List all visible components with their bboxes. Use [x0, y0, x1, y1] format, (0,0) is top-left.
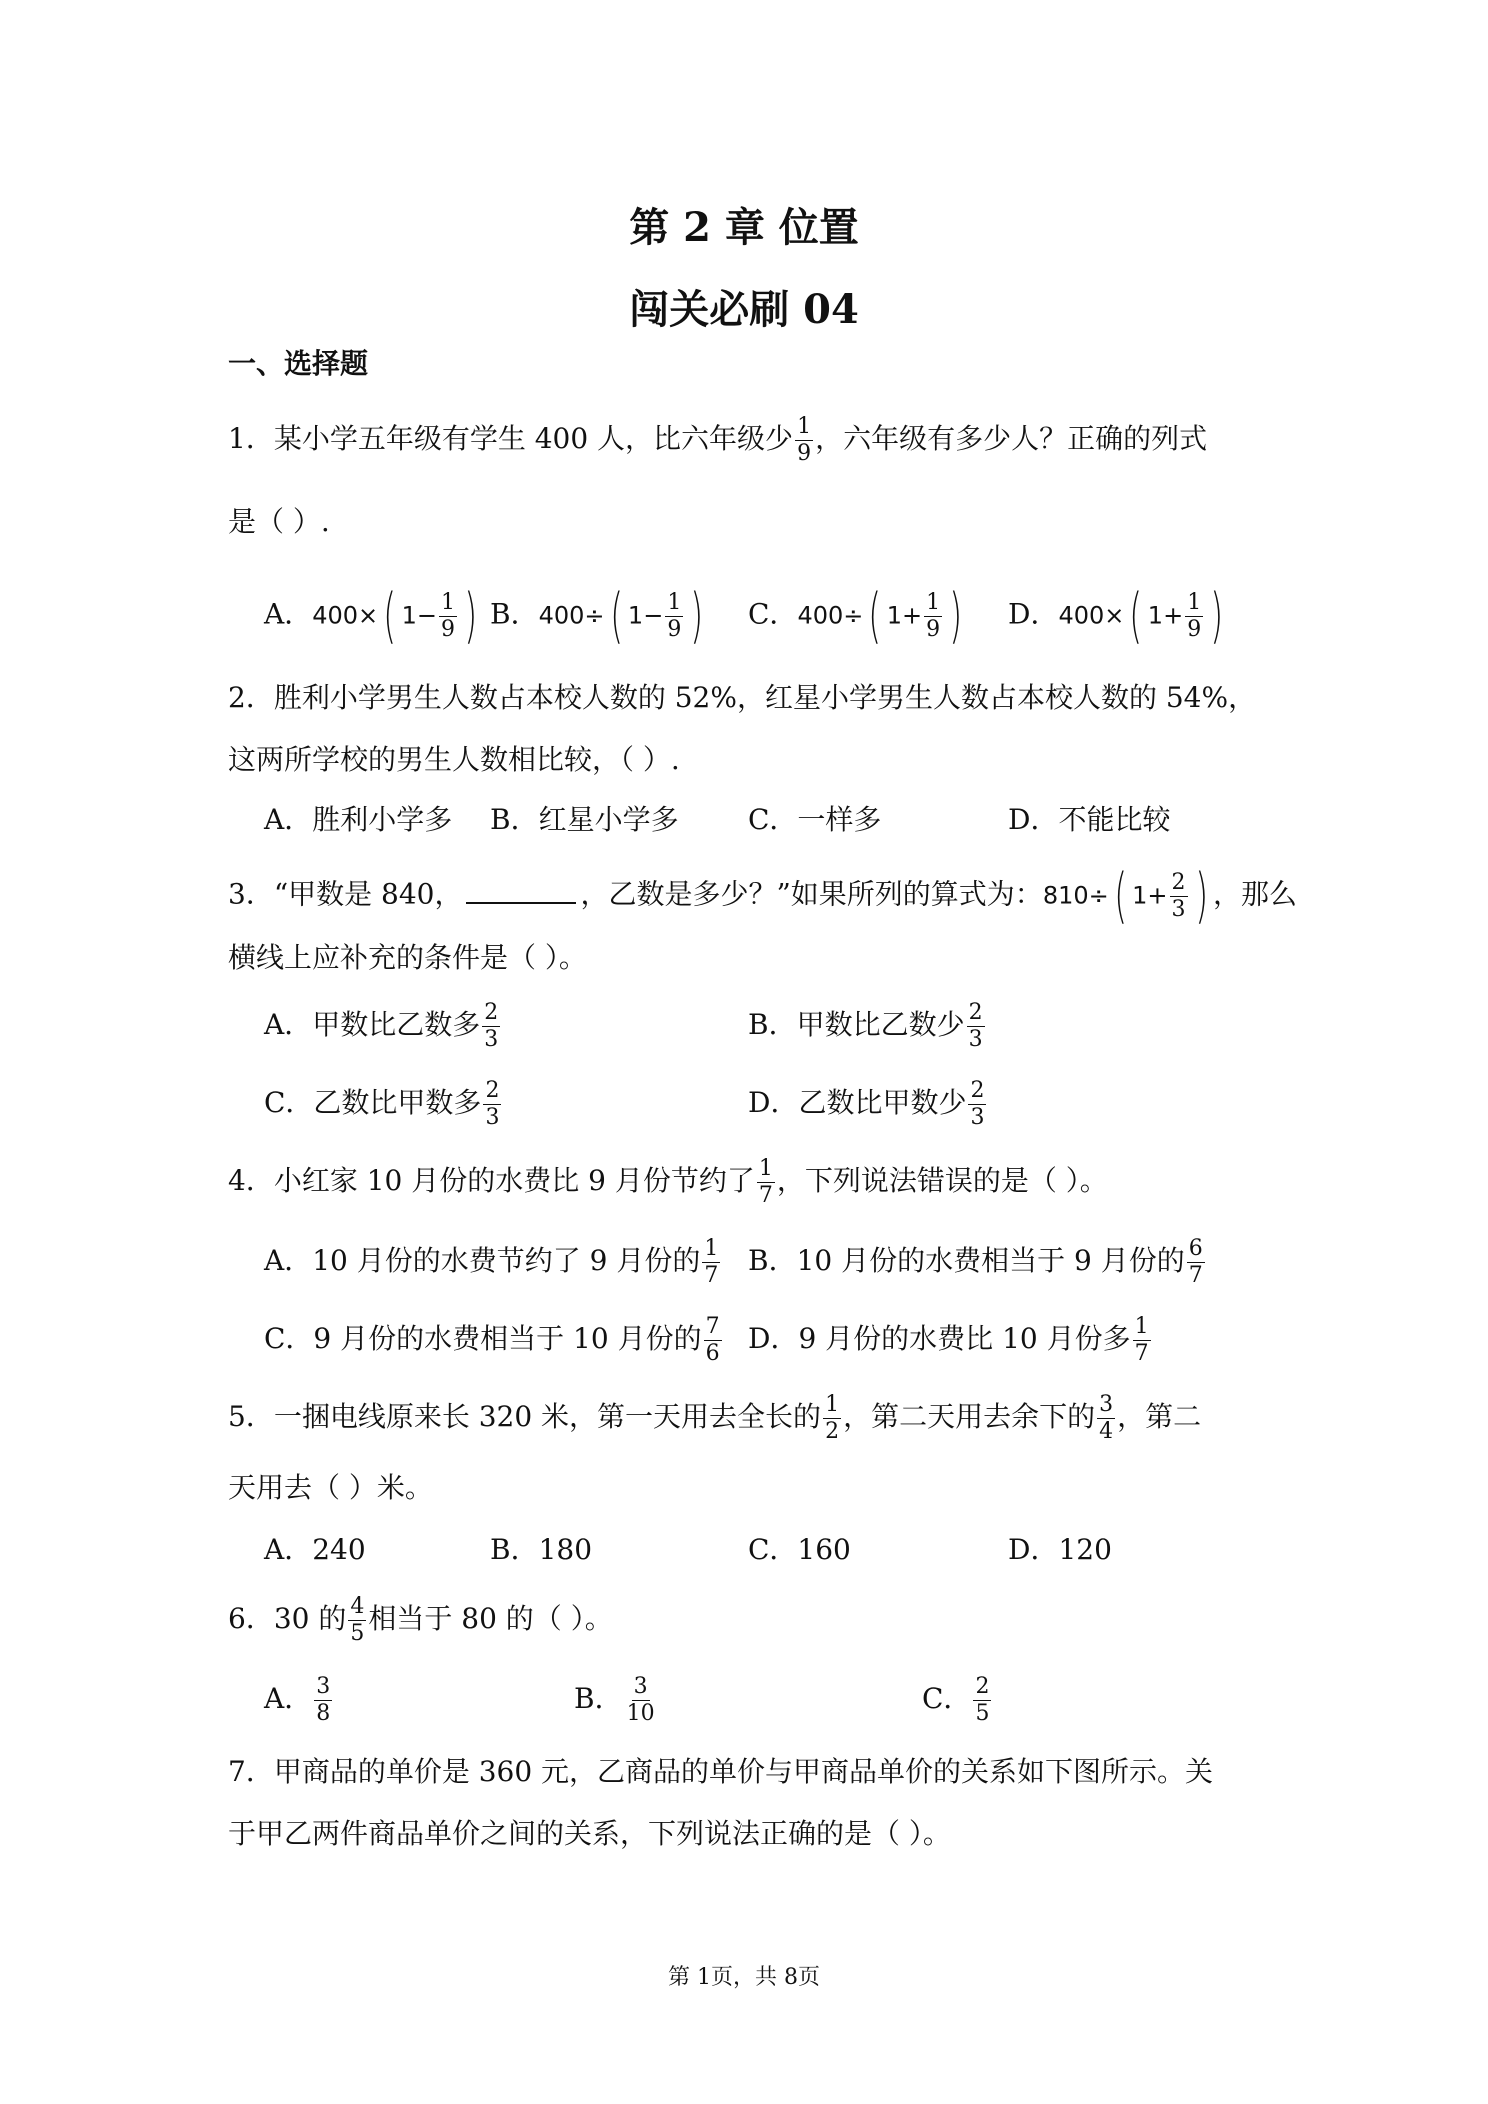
fill-in-blank [466, 876, 576, 904]
question-6-option-a: A． $\frac{3}{8}$ [264, 1674, 331, 1726]
question-1-option-a: A．400×( 1− $\frac{1}{9}$ ) [264, 581, 478, 651]
question-4-option-c: C．9 月份的水费相当于 10 月份的 $\frac{7}{6}$ [264, 1314, 720, 1366]
question-1-line-2: 是（ ）. [228, 505, 330, 538]
question-5-line-1: 5．一捆电线原来长 320 米，第一天用去全长的 $\frac{1}{2}$ ，第二天用去余下的 $\frac{3}{4}$ ，第二 [228, 1392, 1202, 1444]
question-5-option-d: D．120 [1008, 1533, 1112, 1566]
question-4-option-d: D．9 月份的水费比 10 月份多 $\frac{1}{7}$ [748, 1314, 1149, 1366]
question-6-line-1: 6．30 的 $\frac{4}{5}$ 相当于 80 的（ ）。 [228, 1594, 613, 1646]
question-5-option-b: B．180 [490, 1533, 593, 1566]
question-3-line-2: 横线上应补充的条件是（ ）。 [228, 941, 587, 974]
question-4-option-a: A．10 月份的水费节约了 9 月份的 $\frac{1}{7}$ [264, 1236, 719, 1288]
page-subtitle: 闯关必刷 04 [629, 286, 859, 333]
question-3-line-1: 3．“甲数是 840， ，乙数是多少？”如果所列的算式为：810÷( 1+ $\frac{2}{3}$ ) ，那么 [228, 861, 1297, 931]
question-4-line-1: 4．小红家 10 月份的水费比 9 月份节约了 $\frac{1}{7}$ ，下列说法错误的是（ ）。 [228, 1156, 1108, 1208]
question-2-line-1: 2．胜利小学男生人数占本校人数的 52%，红星小学男生人数占本校人数的 54%， [228, 681, 1257, 714]
page-number: 第 1页，共 8页 [668, 1965, 820, 1990]
question-2-option-b: B．红星小学多 [490, 803, 679, 836]
question-3-option-a: A．甲数比乙数多 $\frac{2}{3}$ [264, 1000, 499, 1052]
question-2-option-c: C．一样多 [748, 803, 882, 836]
question-7-line-2: 于甲乙两件商品单价之间的关系，下列说法正确的是（ ）。 [228, 1817, 951, 1850]
question-1-option-c: C．400÷( 1+ $\frac{1}{9}$ ) [748, 581, 963, 651]
question-3-option-b: B．甲数比乙数少 $\frac{2}{3}$ [748, 1000, 983, 1052]
question-2-line-2: 这两所学校的男生人数相比较，（ ）. [228, 743, 680, 776]
section-heading: 一、选择题 [228, 347, 369, 380]
question-2-option-a: A．胜利小学多 [264, 803, 453, 836]
question-3-option-d: D．乙数比甲数少 $\frac{2}{3}$ [748, 1078, 985, 1130]
question-6-option-c: C． $\frac{2}{5}$ [922, 1674, 990, 1726]
page-title: 第 2 章 位置 [629, 204, 859, 251]
question-5-option-a: A．240 [264, 1533, 366, 1566]
question-1-option-b: B．400÷( 1− $\frac{1}{9}$ ) [490, 581, 704, 651]
question-4-option-b: B．10 月份的水费相当于 9 月份的 $\frac{6}{7}$ [748, 1236, 1203, 1288]
question-1-option-d: D．400×( 1+ $\frac{1}{9}$ ) [1008, 581, 1224, 651]
question-3-option-c: C．乙数比甲数多 $\frac{2}{3}$ [264, 1078, 500, 1130]
question-5-option-c: C．160 [748, 1533, 851, 1566]
question-1-line-1: 1．某小学五年级有学生 400 人，比六年级少 $\frac{1}{9}$ ，六年级有多少人？正确的列式 [228, 414, 1208, 466]
question-5-line-2: 天用去（ ）米。 [228, 1471, 433, 1504]
fraction: $\frac{1}{9}$ [797, 414, 812, 466]
question-7-line-1: 7．甲商品的单价是 360 元，乙商品的单价与甲商品单价的关系如下图所示。关 [228, 1755, 1214, 1788]
question-2-option-d: D．不能比较 [1008, 803, 1171, 836]
question-6-option-b: B． $\frac{3}{10}$ [574, 1674, 655, 1726]
